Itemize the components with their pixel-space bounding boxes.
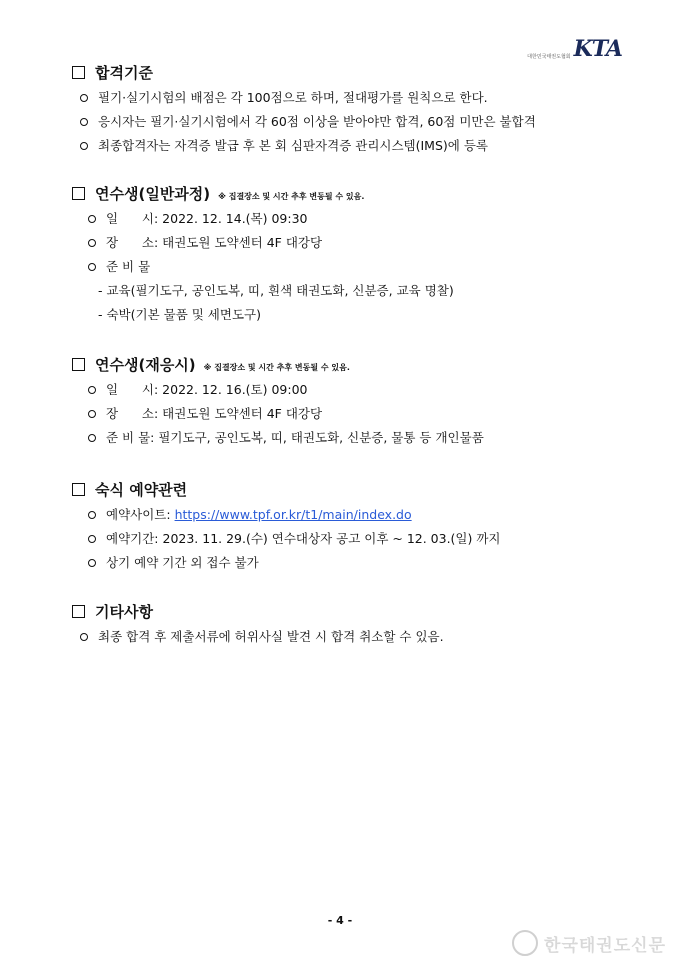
- watermark: [512, 930, 666, 956]
- section-heading: [72, 601, 444, 623]
- section-heading: [72, 62, 536, 84]
- section-etc: [72, 601, 444, 649]
- circle-bullet-icon: [88, 386, 96, 394]
- checkbox-square-icon: [72, 66, 85, 79]
- watermark-circle-icon: [512, 930, 538, 956]
- sub-item: - 교육(필기도구, 공인도복, 띠, 흰색 태권도화, 신분증, 교육 명찰): [98, 283, 454, 298]
- circle-bullet-icon: [80, 142, 88, 150]
- kta-logo: [519, 38, 622, 60]
- checkbox-square-icon: [72, 605, 85, 618]
- circle-bullet-icon: [88, 263, 96, 271]
- section-heading: [72, 479, 501, 501]
- circle-bullet-icon: [88, 239, 96, 247]
- item-text: 준 비 물: 필기도구, 공인도복, 띠, 태권도화, 신분증, 물통 등 개인물품: [106, 430, 484, 445]
- section-note: ※ 집결장소 및 시간 추후 변동될 수 있음.: [218, 192, 365, 201]
- item-text: 상기 예약 기간 외 접수 불가: [106, 555, 259, 570]
- item-text: 최종 합격 후 제출서류에 허위사실 발견 시 합격 취소할 수 있음.: [98, 629, 444, 644]
- list-item: [80, 110, 536, 134]
- list-item: [88, 527, 501, 551]
- logo-mark: KTA: [573, 36, 622, 62]
- list-item: [88, 231, 454, 255]
- item-text: 일 시: 2022. 12. 14.(목) 09:30: [106, 211, 308, 226]
- list-item: [88, 503, 501, 527]
- item-text: 예약기간: 2023. 11. 29.(수) 연수대상자 공고 이후 ~ 12. 03.(일) 까지: [106, 531, 501, 546]
- item-text: 최종합격자는 자격증 발급 후 본 회 심판자격증 관리시스템(IMS)에 등록: [98, 138, 488, 153]
- section-title: 숙식 예약관련: [95, 481, 188, 499]
- section-general: [72, 183, 454, 327]
- checkbox-square-icon: [72, 187, 85, 200]
- section-title: 기타사항: [95, 603, 153, 621]
- circle-bullet-icon: [88, 215, 96, 223]
- item-text: 예약사이트:: [106, 507, 175, 522]
- circle-bullet-icon: [80, 118, 88, 126]
- circle-bullet-icon: [88, 410, 96, 418]
- section-criteria: [72, 62, 536, 158]
- section-title: 합격기준: [95, 64, 153, 82]
- checkbox-square-icon: [72, 483, 85, 496]
- section-note: ※ 집결장소 및 시간 추후 변동될 수 있음.: [203, 363, 350, 372]
- list-item: [88, 551, 501, 575]
- item-text: 일 시: 2022. 12. 16.(토) 09:00: [106, 382, 308, 397]
- checkbox-square-icon: [72, 358, 85, 371]
- logo-small-text: 대한민국태권도협회: [527, 54, 571, 60]
- item-text: 장 소: 태권도원 도약센터 4F 대강당: [106, 235, 323, 250]
- circle-bullet-icon: [88, 511, 96, 519]
- section-lodging: [72, 479, 501, 575]
- circle-bullet-icon: [88, 434, 96, 442]
- section-title: 연수생(재응시): [95, 356, 196, 374]
- circle-bullet-icon: [88, 559, 96, 567]
- section-retake: [72, 354, 484, 450]
- section-heading: [72, 354, 484, 376]
- reservation-link[interactable]: https://www.tpf.or.kr/t1/main/index.do: [174, 507, 412, 522]
- circle-bullet-icon: [80, 633, 88, 641]
- item-text: 준 비 물: [106, 259, 151, 274]
- circle-bullet-icon: [88, 535, 96, 543]
- section-title: 연수생(일반과정): [95, 185, 211, 203]
- list-item: [88, 207, 454, 231]
- item-text: 장 소: 태권도원 도약센터 4F 대강당: [106, 406, 323, 421]
- item-text: 필기·실기시험의 배점은 각 100점으로 하며, 절대평가를 원칙으로 한다.: [98, 90, 488, 105]
- list-item: [88, 426, 484, 450]
- sub-item: - 숙박(기본 물품 및 세면도구): [98, 307, 261, 322]
- section-heading: [72, 183, 454, 205]
- watermark-text: 한국태권도신문: [544, 935, 666, 956]
- item-text: 응시자는 필기·실기시험에서 각 60점 이상을 받아야만 합격, 60점 미만은 불합격: [98, 114, 536, 129]
- list-item: [88, 378, 484, 402]
- page-number: - 4 -: [327, 914, 353, 927]
- list-item: [88, 402, 484, 426]
- list-item: [88, 255, 454, 279]
- list-item: [80, 625, 444, 649]
- circle-bullet-icon: [80, 94, 88, 102]
- list-item: [80, 134, 536, 158]
- list-item: [80, 86, 536, 110]
